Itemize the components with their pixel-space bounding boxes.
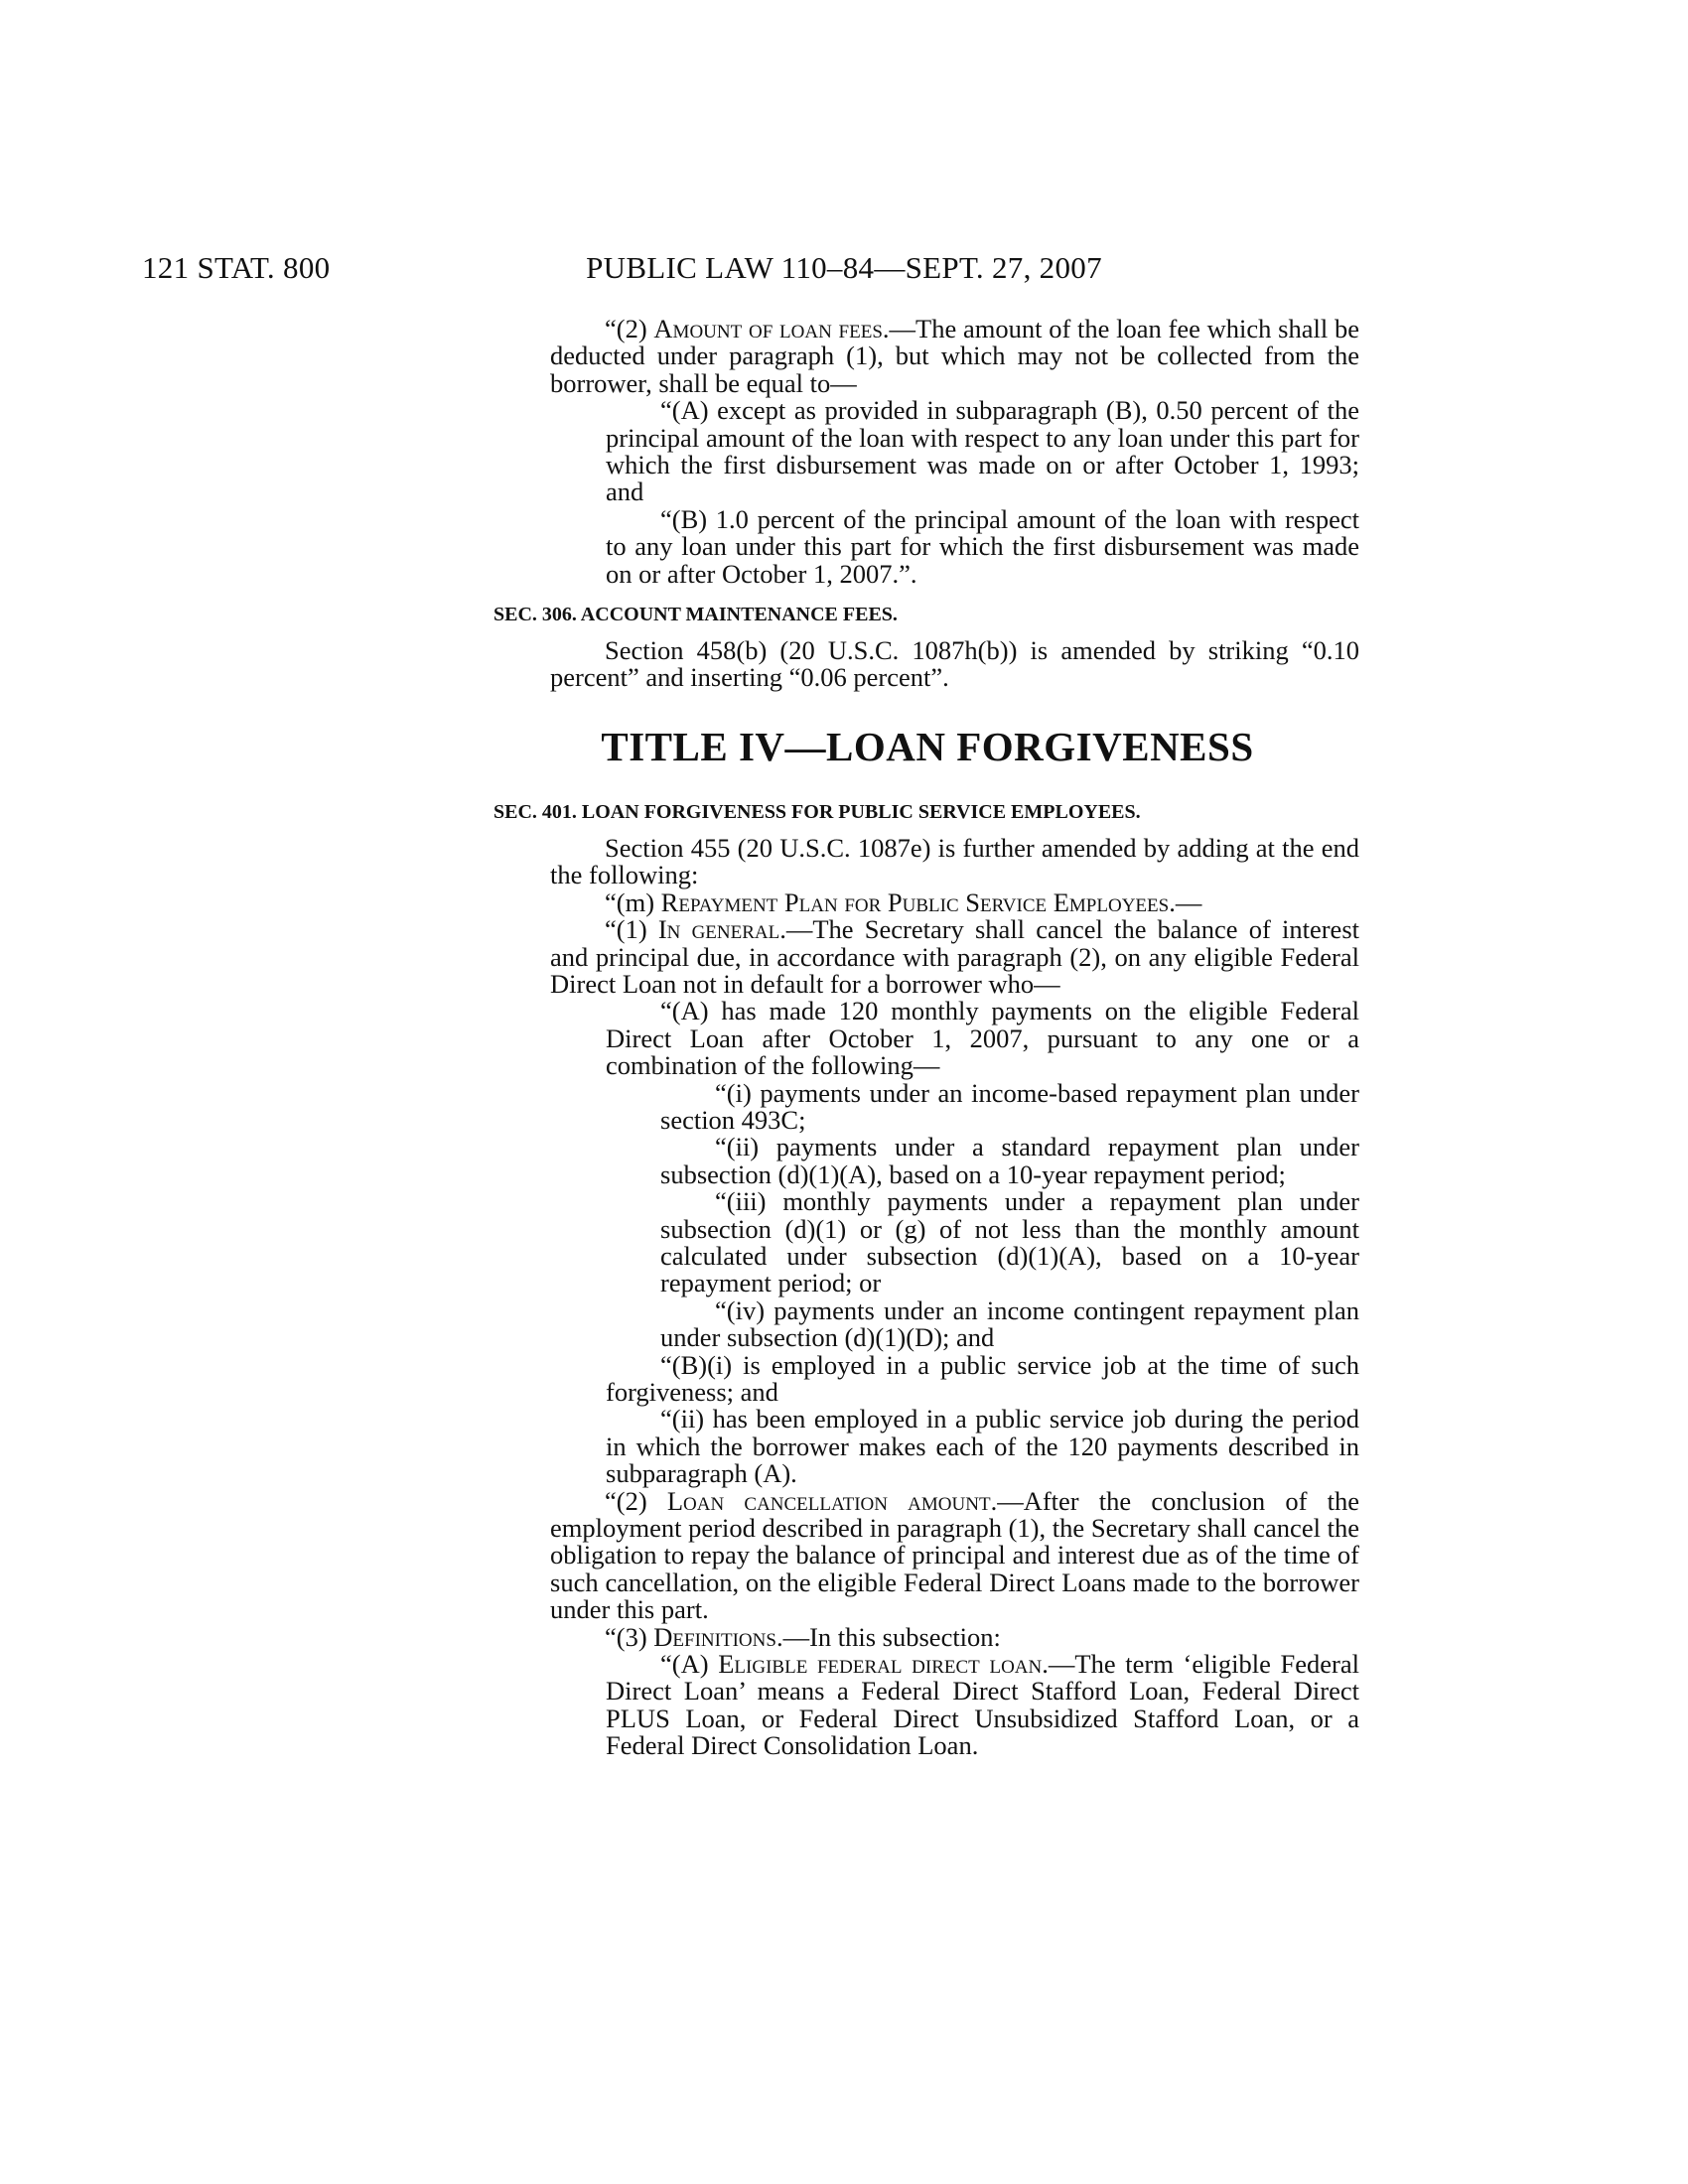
paragraph-text: .—After the conclusion of the employment period described in paragraph (1), the Secretary shall cancel the obligation to repay the balance of principal and interest due as of the time of such cancellation, on the eligible Federal Direct Loans made to the borrower under this part.	[550, 1485, 1359, 1625]
paragraph-heading: Amount of loan fees	[653, 314, 883, 343]
paragraph-heading: In general	[657, 914, 780, 945]
paragraph-prefix: “(1)	[605, 914, 658, 945]
paragraph-prefix: “(2)	[605, 1485, 667, 1516]
paragraph-2-loan-fees	[495, 316, 1359, 397]
paragraph-heading: Loan cancellation amount	[666, 1485, 991, 1516]
section-306-text: Section 458(b) (20 U.S.C. 1087h(b)) is amended by striking “0.10 percent” and inserting “0.06 percent”.	[550, 635, 1359, 693]
paragraph-prefix: “(A)	[660, 1649, 719, 1680]
paragraph-3-definitions	[495, 1621, 1359, 1652]
subparagraph-1b-i: “(B)(i) is employed in a public service job at the time of such forgiveness; and	[606, 1349, 1359, 1407]
subparagraph-1a: “(A) has made 120 monthly payments on the eligible Federal Direct Loan after October 1, 2007, pursuant to any one or a combination of the following—	[606, 996, 1359, 1081]
section-306-heading: SEC. 306. ACCOUNT MAINTENANCE FEES.	[493, 604, 898, 626]
paragraph-prefix: “(2)	[605, 314, 654, 343]
paragraph-heading: Definitions	[653, 1621, 776, 1652]
paragraph-prefix: “(3)	[605, 1621, 654, 1652]
paragraph-2-cancellation	[495, 1485, 1359, 1625]
section-401-intro: Section 455 (20 U.S.C. 1087e) is further amended by adding at the end the following:	[550, 832, 1359, 890]
subparagraph-1b-ii: “(ii) has been employed in a public service job during the period in which the borrower makes each of the 120 payments described in subparagraph (A).	[606, 1404, 1359, 1489]
subsection-suffix: .—	[1169, 887, 1202, 917]
paragraph-text: .—The Secretary shall cancel the balance of interest and principal due, in accordance with paragraph (2), on any eligible Federal Direct Loan not in default for a borrower who—	[550, 914, 1359, 999]
page-number: 121 STAT. 800	[142, 250, 331, 285]
clause-ii: “(ii) payments under a standard repayment plan under subsection (d)(1)(A), based on a 10-year repayment period;	[660, 1132, 1359, 1189]
clause-iv: “(iv) payments under an income contingent repayment plan under subsection (d)(1)(D); and	[660, 1295, 1359, 1353]
subparagraph-b: “(B) 1.0 percent of the principal amount of the loan with respect to any loan under this part for which the first disbursement was made on or after October 1, 2007.”.	[606, 503, 1359, 589]
subsection-prefix: “(m)	[605, 887, 661, 917]
subsection-heading: Repayment Plan for Public Service Employees	[660, 887, 1170, 917]
title-iv-heading: TITLE IV—LOAN FORGIVENESS	[601, 723, 1254, 769]
paragraph-1-in-general	[495, 916, 1359, 998]
subsection-m-heading	[495, 889, 1359, 916]
document-body	[495, 316, 1359, 1760]
subparagraph-3a	[495, 1651, 1359, 1760]
clause-i: “(i) payments under an income-based repayment plan under section 493C;	[660, 1077, 1359, 1135]
running-header: PUBLIC LAW 110–84—SEPT. 27, 2007	[586, 250, 1102, 285]
paragraph-text: .—In this subsection:	[775, 1621, 1001, 1652]
subparagraph-a: “(A) except as provided in subparagraph (B), 0.50 percent of the principal amount of the loan with respect to any loan under this part for which the first disbursement was made on or after October 1, 1993; and	[606, 395, 1359, 507]
section-401-heading: SEC. 401. LOAN FORGIVENESS FOR PUBLIC SERVICE EMPLOYEES.	[493, 800, 1141, 823]
paragraph-text: .—The term ‘eligible Federal Direct Loan’ means a Federal Direct Stafford Loan, Federal Direct PLUS Loan, or Federal Direct Unsubsidized Stafford Loan, or a Federal Direct Consolidation Loan.	[606, 1649, 1359, 1761]
clause-iii: “(iii) monthly payments under a repayment plan under subsection (d)(1) or (g) of not less than the monthly amount calculated under subsection (d)(1)(A), based on a 10-year repayment period; or	[660, 1186, 1359, 1298]
paragraph-text: .—The amount of the loan fee which shall be deducted under paragraph (1), but which may not be collected from the borrower, shall be equal to—	[550, 314, 1359, 398]
paragraph-heading: Eligible federal direct loan	[718, 1649, 1043, 1680]
